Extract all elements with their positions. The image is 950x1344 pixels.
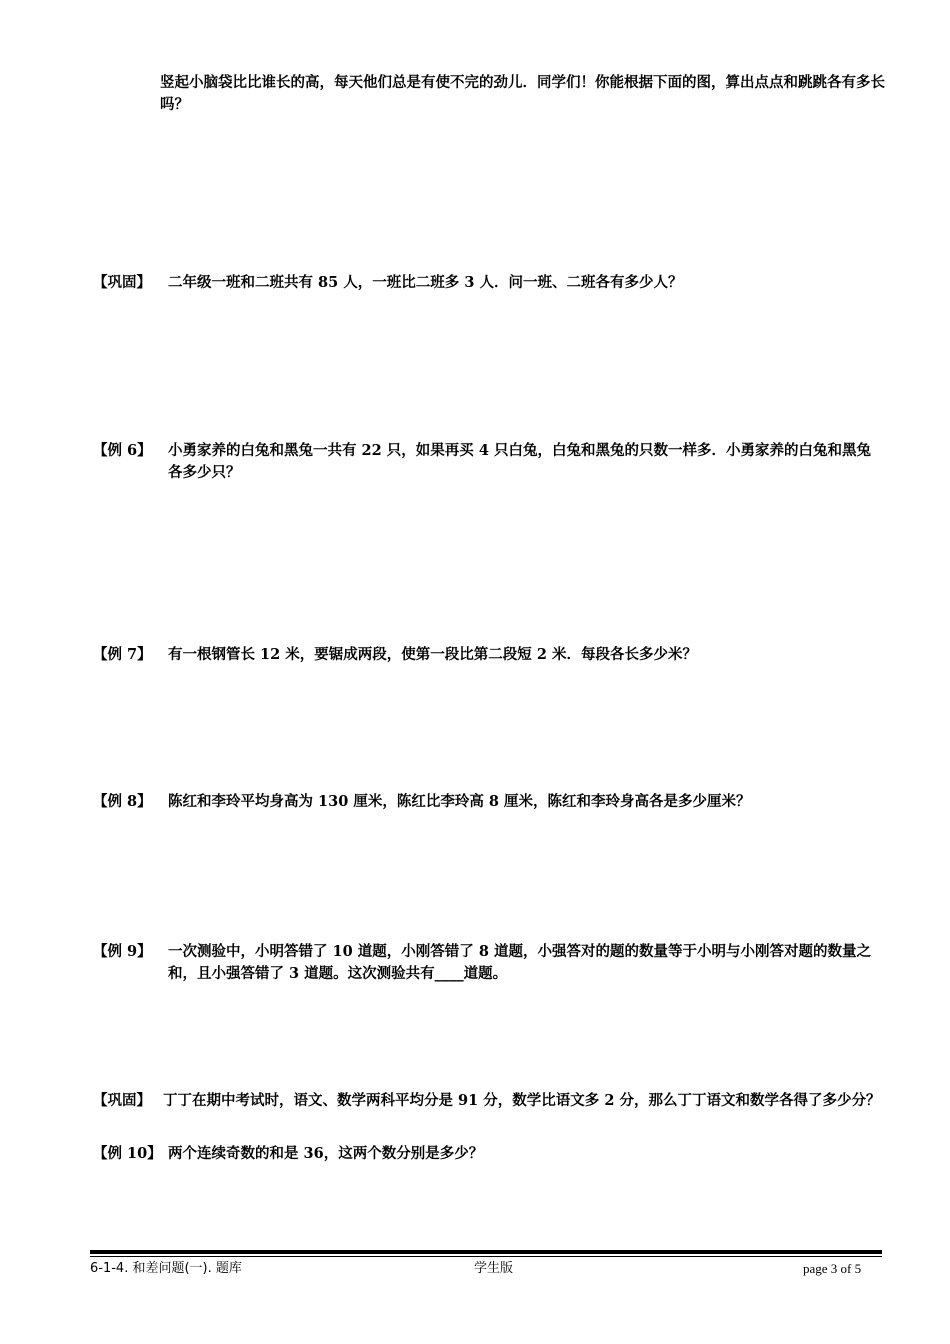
problem-text: 陈红和李玲平均身高为 130 厘米，陈红比李玲高 8 厘米，陈红和李玲身高各是多少厘米？	[168, 793, 751, 810]
problem-example-8	[93, 791, 885, 813]
problem-tag: 【例 10】	[93, 1145, 162, 1162]
problem-example-9	[93, 941, 885, 985]
problem-text: 一次测验中，小明答错了 10 道题，小刚答错了 8 道题，小强答对的题的数量等于小明与小刚答对题的数量之和，且小强答错了 3 道题。这次测验共有____道题。	[168, 943, 871, 982]
problem-tag: 【巩固】	[93, 274, 151, 291]
problem-text: 小勇家养的白兔和黑兔一共有 22 只，如果再买 4 只白兔，白兔和黑兔的只数一样多．小勇家养的白兔和黑兔各多少只？	[168, 442, 871, 481]
problem-tag: 【例 6】	[93, 442, 152, 459]
problem-tag: 【例 9】	[93, 943, 152, 960]
problem-text: 二年级一班和二班共有 85 人，一班比二班多 3 人．问一班、二班各有多少人？	[168, 274, 683, 291]
problem-consolidate-2	[93, 1090, 885, 1112]
problem-example-7	[93, 644, 885, 666]
footer-divider-thick	[90, 1250, 882, 1254]
footer-page-number: page 3 of 5	[803, 1261, 862, 1276]
footer-document-title: 6-1-4. 和差问题(一). 题库	[90, 1261, 242, 1276]
problem-text: 两个连续奇数的和是 36，这两个数分别是多少？	[168, 1145, 484, 1162]
problem-consolidate-1	[93, 272, 885, 294]
footer-divider-thin	[90, 1256, 882, 1257]
problem-example-10	[93, 1143, 885, 1165]
problem-text: 丁丁在期中考试时，语文、数学两科平均分是 91 分，数学比语文多 2 分，那么丁丁语文和数学各得了多少分？	[163, 1092, 881, 1109]
problem-text: 有一根钢管长 12 米，要锯成两段，使第一段比第二段短 2 米．每段各长多少米？	[168, 646, 697, 663]
problem-tag: 【例 8】	[93, 793, 152, 810]
intro-paragraph: 竖起小脑袋比比谁长的高，每天他们总是有使不完的劲儿．同学们！你能根据下面的图，算出点点和跳跳各有多长吗？	[160, 74, 885, 113]
footer-edition-label: 学生版	[474, 1261, 514, 1276]
problem-tag: 【巩固】	[93, 1092, 151, 1109]
problem-tag: 【例 7】	[93, 646, 152, 663]
problem-example-6	[93, 440, 885, 484]
